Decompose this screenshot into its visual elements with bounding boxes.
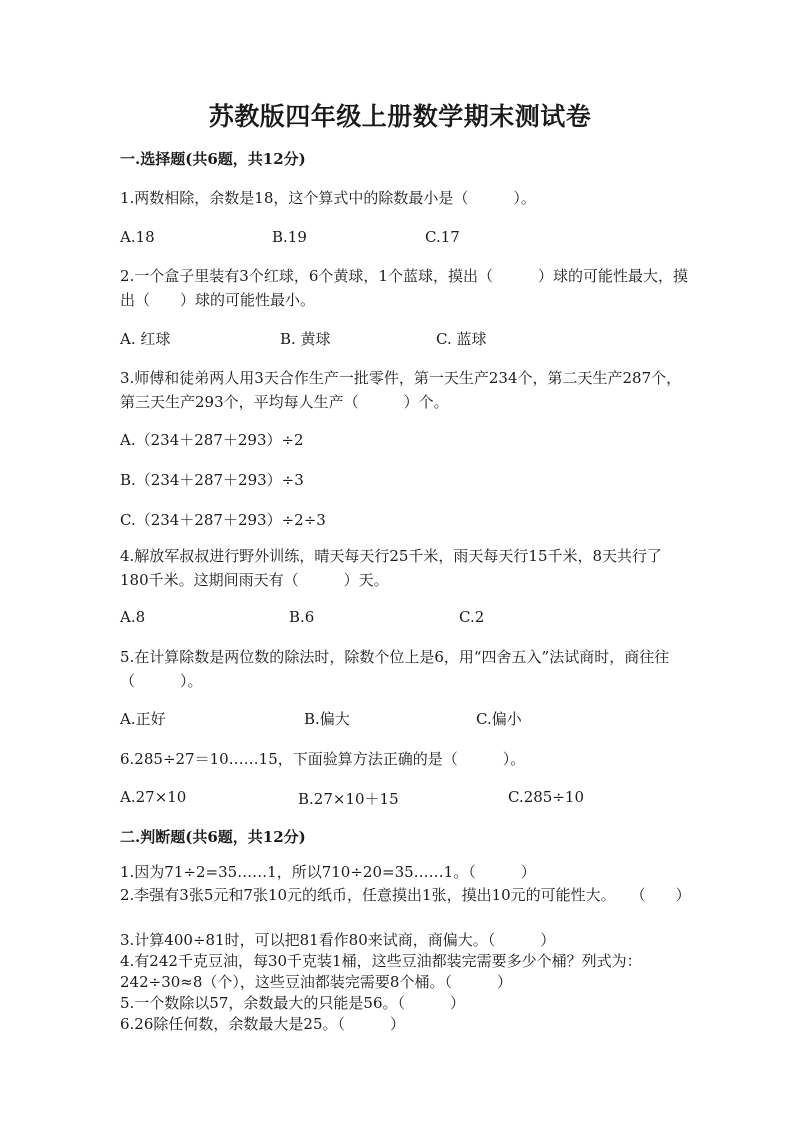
question-2-options xyxy=(120,328,690,350)
option-a: A.18 xyxy=(120,228,155,246)
question-6: 6.285÷27＝10……15，下面验算方法正确的是（ ）。 xyxy=(120,750,526,768)
option-c: C.285÷10 xyxy=(508,788,584,806)
question-4-options xyxy=(120,608,690,630)
option-c: C.17 xyxy=(425,228,460,246)
question-2: 2.一个盒子里装有3个红球，6个黄球，1个蓝球，摸出（ ）球的可能性最大，摸出（ ）球的可能性最小。 xyxy=(120,267,688,309)
section-heading-true-false: 二.判断题(共6题，共12分) xyxy=(120,828,306,846)
option-b: B. 黄球 xyxy=(280,330,331,348)
question-1: 1.两数相除，余数是18，这个算式中的除数最小是（ ）。 xyxy=(120,189,536,207)
option-a: A.正好 xyxy=(120,710,166,728)
option-b: B.6 xyxy=(289,608,315,626)
option-a: A.8 xyxy=(120,608,146,626)
page-title: 苏教版四年级上册数学期末测试卷 xyxy=(208,102,592,131)
option-b: B.27×10＋15 xyxy=(298,790,399,808)
option-a: A.27×10 xyxy=(120,788,187,806)
option-b: B.19 xyxy=(272,228,307,246)
tf-item-6: 6.26除任何数，余数最大是25。（ ） xyxy=(120,1015,405,1033)
option-c: C.偏小 xyxy=(476,710,522,728)
option-c: C.（234＋287＋293）÷2÷3 xyxy=(120,511,326,529)
question-4: 4.解放军叔叔进行野外训练，晴天每天行25千米，雨天每天行15千米，8天共行了180千米。这期间雨天有（ ）天。 xyxy=(120,547,663,589)
question-5-options xyxy=(120,708,690,730)
option-c: C.2 xyxy=(459,608,485,626)
option-c: C. 蓝球 xyxy=(436,330,487,348)
tf-item-1: 1.因为71÷2=35……1，所以710÷20=35……1。（ ） xyxy=(120,863,536,881)
question-6-options xyxy=(120,788,690,810)
tf-item-3: 3.计算400÷81时，可以把81看作80来试商，商偏大。（ ） xyxy=(120,931,556,949)
question-5: 5.在计算除数是两位数的除法时，除数个位上是6，用“四舍五入”法试商时，商往往（ ）。 xyxy=(120,648,670,690)
option-a: A. 红球 xyxy=(120,330,171,348)
tf-item-2: 2.李强有3张5元和7张10元的纸币，任意摸出1张，摸出10元的可能性大。 （ ） xyxy=(120,886,691,904)
question-1-options xyxy=(120,228,690,250)
tf-item-5: 5.一个数除以57，余数最大的只能是56。（ ） xyxy=(120,994,465,1012)
option-b: B.偏大 xyxy=(304,710,350,728)
option-b: B.（234＋287＋293）÷3 xyxy=(120,471,304,489)
tf-item-4: 4.有242千克豆油，每30千克装1桶，这些豆油都装完需要多少个桶？列式为：242÷30≈8（个），这些豆油都装完需要8个桶。（ ） xyxy=(120,952,642,991)
section-heading-choice: 一.选择题(共6题，共12分) xyxy=(120,150,306,168)
option-a: A.（234＋287＋293）÷2 xyxy=(120,431,304,449)
question-3: 3.师傅和徒弟两人用3天合作生产一批零件，第一天生产234个，第二天生产287个，第三天生产293个，平均每人生产（ ）个。 xyxy=(120,369,682,411)
